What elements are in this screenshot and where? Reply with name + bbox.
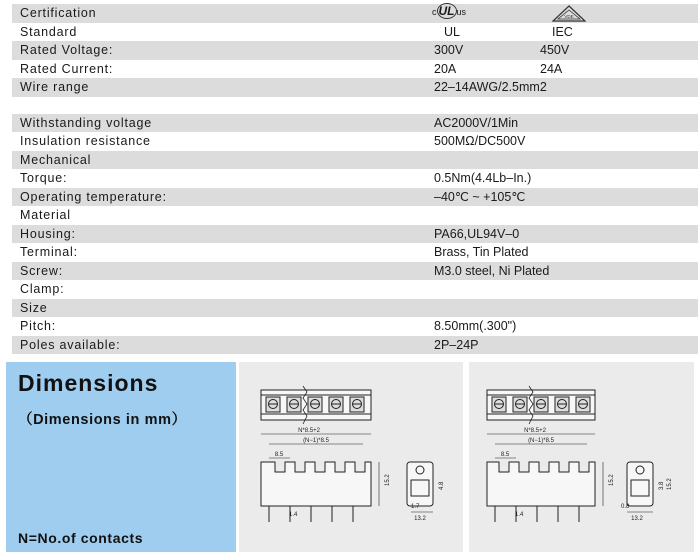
side-view-block: [621, 462, 673, 522]
svg-text:13.2: 13.2: [414, 516, 426, 522]
svg-text:4.8: 4.8: [439, 481, 445, 490]
row-spacer: [12, 97, 698, 114]
row-label: Clamp:: [20, 282, 65, 297]
svg-text:N*8.5+2: N*8.5+2: [298, 428, 320, 434]
svg-text:8.5: 8.5: [274, 452, 284, 458]
row-operating-temperature: [12, 188, 698, 207]
top-view-block: [487, 386, 595, 424]
row-label: Size: [20, 300, 48, 315]
row-value: 0.5Nm(4.4Lb–In.): [434, 171, 532, 186]
front-view-block: [487, 428, 615, 522]
row-value: 2P–24P: [434, 337, 479, 352]
svg-text:1.7: 1.7: [411, 504, 420, 510]
dimensions-subtitle: （Dimensions in mm）: [18, 412, 187, 428]
row-value: Brass, Tin Plated: [434, 245, 529, 260]
row-torque: [12, 169, 698, 188]
row-value-iec: 450V: [540, 43, 570, 58]
row-label: Rated Voltage:: [20, 43, 114, 58]
row-label: Certification: [20, 6, 97, 21]
row-label: Rated Current:: [20, 61, 114, 76]
svg-text:15.2: 15.2: [667, 478, 673, 490]
row-rated-current: [12, 60, 698, 79]
row-size: [12, 299, 698, 318]
row-value: 500MΩ/DC500V: [434, 134, 526, 149]
row-certification: [12, 4, 698, 23]
row-label: Wire range: [20, 80, 90, 95]
svg-text:N*8.5+2: N*8.5+2: [524, 428, 546, 434]
technical-drawing-1: [239, 362, 463, 552]
row-poles-available: [12, 336, 698, 355]
dimensions-panel: [6, 362, 236, 552]
svg-text:15.2: 15.2: [385, 474, 391, 486]
row-label: Standard: [20, 24, 78, 39]
vde-certification-icon: [552, 5, 586, 22]
row-value: 8.50mm(.300"): [434, 319, 517, 334]
top-view-block: [261, 386, 371, 424]
svg-text:3.8: 3.8: [659, 481, 665, 490]
row-label: Poles available:: [20, 337, 121, 352]
row-clamp: [12, 280, 698, 299]
svg-text:8.5: 8.5: [500, 452, 510, 458]
svg-text:1.4: 1.4: [515, 512, 524, 518]
row-label: Screw:: [20, 263, 64, 278]
row-value: PA66,UL94V–0: [434, 226, 520, 241]
row-terminal: [12, 243, 698, 262]
row-mechanical: [12, 151, 698, 170]
row-label: Terminal:: [20, 245, 78, 260]
svg-text:0.8: 0.8: [621, 504, 630, 510]
row-value: 22–14AWG/2.5mm2: [434, 80, 547, 95]
svg-text:13.2: 13.2: [631, 516, 643, 522]
row-label: Operating temperature:: [20, 189, 167, 204]
row-value-ul: 300V: [434, 43, 464, 58]
side-view-block: [407, 462, 445, 522]
svg-text:1.4: 1.4: [289, 512, 298, 518]
row-rated-voltage: [12, 41, 698, 60]
row-value-iec: IEC: [552, 24, 573, 39]
row-material: [12, 206, 698, 225]
row-value-ul: 20A: [434, 61, 457, 76]
row-label: Insulation resistance: [20, 134, 151, 149]
row-label: Housing:: [20, 226, 76, 241]
technical-drawing-2: [469, 362, 694, 552]
dimensions-title: Dimensions: [18, 370, 159, 396]
row-label: Mechanical: [20, 152, 92, 167]
contacts-note: N=No.of contacts: [18, 530, 144, 546]
row-value: –40℃ ~ +105℃: [434, 190, 526, 205]
row-withstanding-voltage: [12, 114, 698, 133]
row-standard: [12, 23, 698, 42]
row-housing: [12, 225, 698, 244]
ul-certification-icon: c UL us: [432, 4, 467, 18]
row-label: Pitch:: [20, 319, 57, 334]
front-view-block: [261, 428, 391, 522]
row-screw: [12, 262, 698, 281]
row-label: Torque:: [20, 171, 68, 186]
row-label: Material: [20, 208, 71, 223]
row-value: M3.0 steel, Ni Plated: [434, 263, 550, 278]
row-value-iec: 24A: [540, 61, 563, 76]
row-wire-range: [12, 78, 698, 97]
spec-table: [12, 4, 698, 354]
row-insulation-resistance: [12, 132, 698, 151]
svg-text:(N−1)*8.5: (N−1)*8.5: [528, 438, 554, 444]
row-value: AC2000V/1Min: [434, 115, 519, 130]
svg-text:VDE: VDE: [564, 14, 574, 19]
row-pitch: [12, 317, 698, 336]
row-label: Withstanding voltage: [20, 115, 153, 130]
svg-text:15.2: 15.2: [609, 474, 615, 486]
svg-text:(N−1)*8.5: (N−1)*8.5: [303, 438, 329, 444]
row-value-ul: UL: [444, 24, 460, 39]
